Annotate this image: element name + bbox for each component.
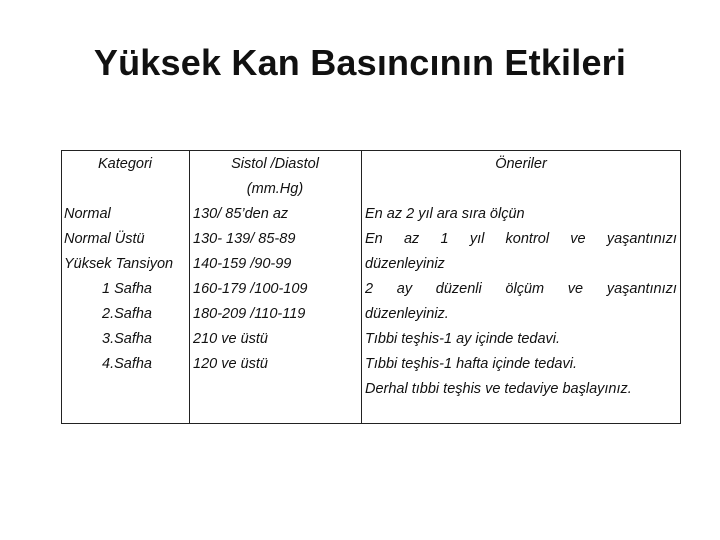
- oneri-line: Tıbbi teşhis-1 hafta içinde tedavi.: [365, 356, 577, 372]
- kategori-cell: 1 Safha: [102, 281, 152, 297]
- oneri-word: ay: [396, 281, 413, 297]
- oneri-line: düzenleyiniz.: [365, 306, 449, 322]
- page-title: Yüksek Kan Basıncının Etkileri: [93, 42, 627, 83]
- oneri-line-justified: [365, 227, 677, 252]
- deger-cell: 160-179 /100-109: [193, 281, 308, 297]
- header-sistol-line2: (mm.Hg): [246, 181, 304, 197]
- kategori-column: [64, 202, 190, 377]
- deger-cell: 120 ve üstü: [193, 356, 268, 372]
- deger-cell: 130/ 85’den az: [193, 206, 289, 222]
- header-oneriler: Öneriler: [495, 156, 547, 172]
- oneri-word: 1: [440, 231, 449, 247]
- header-sistol-diastol: [189, 152, 361, 202]
- oneri-word: az: [403, 231, 420, 247]
- oneri-word: ve: [567, 281, 584, 297]
- kategori-cell: 4.Safha: [102, 356, 152, 372]
- kategori-cell: Yüksek Tansiyon: [64, 256, 174, 272]
- deger-cell: 180-209 /110-119: [193, 306, 306, 322]
- oneri-line: Derhal tıbbi teşhis ve tedaviye başlayınız.: [365, 381, 632, 397]
- kategori-cell: Normal Üstü: [64, 231, 145, 247]
- oneri-word: yıl: [469, 231, 485, 247]
- oneri-word: kontrol: [505, 231, 550, 247]
- oneri-word: 2: [365, 281, 374, 297]
- oneri-word: En: [365, 231, 383, 247]
- deger-cell: 210 ve üstü: [193, 331, 268, 347]
- kategori-cell: 3.Safha: [102, 331, 152, 347]
- deger-cell: 130- 139/ 85-89: [193, 231, 296, 247]
- oneri-line: Tıbbi teşhis-1 ay içinde tedavi.: [365, 331, 561, 347]
- oneri-line-justified: [365, 277, 677, 302]
- oneriler-column: [365, 202, 677, 402]
- oneri-word: ve: [570, 231, 586, 247]
- deger-cell: 140-159 /90-99: [193, 256, 292, 272]
- header-kategori: Kategori: [97, 156, 152, 172]
- kategori-cell: Normal: [64, 206, 111, 222]
- oneri-line: En az 2 yıl ara sıra ölçün: [365, 206, 525, 222]
- kategori-cell: 2.Safha: [102, 306, 152, 322]
- oneri-word: yaşantınızı: [606, 281, 677, 297]
- degerler-column: [193, 202, 359, 377]
- oneri-word: yaşantınızı: [606, 231, 677, 247]
- oneri-word: ölçüm: [505, 281, 545, 297]
- column-divider-2: [361, 150, 362, 424]
- oneri-word: düzenli: [435, 281, 482, 297]
- oneri-line: düzenleyiniz: [365, 256, 445, 272]
- header-sistol-line1: Sistol /Diastol: [231, 156, 319, 172]
